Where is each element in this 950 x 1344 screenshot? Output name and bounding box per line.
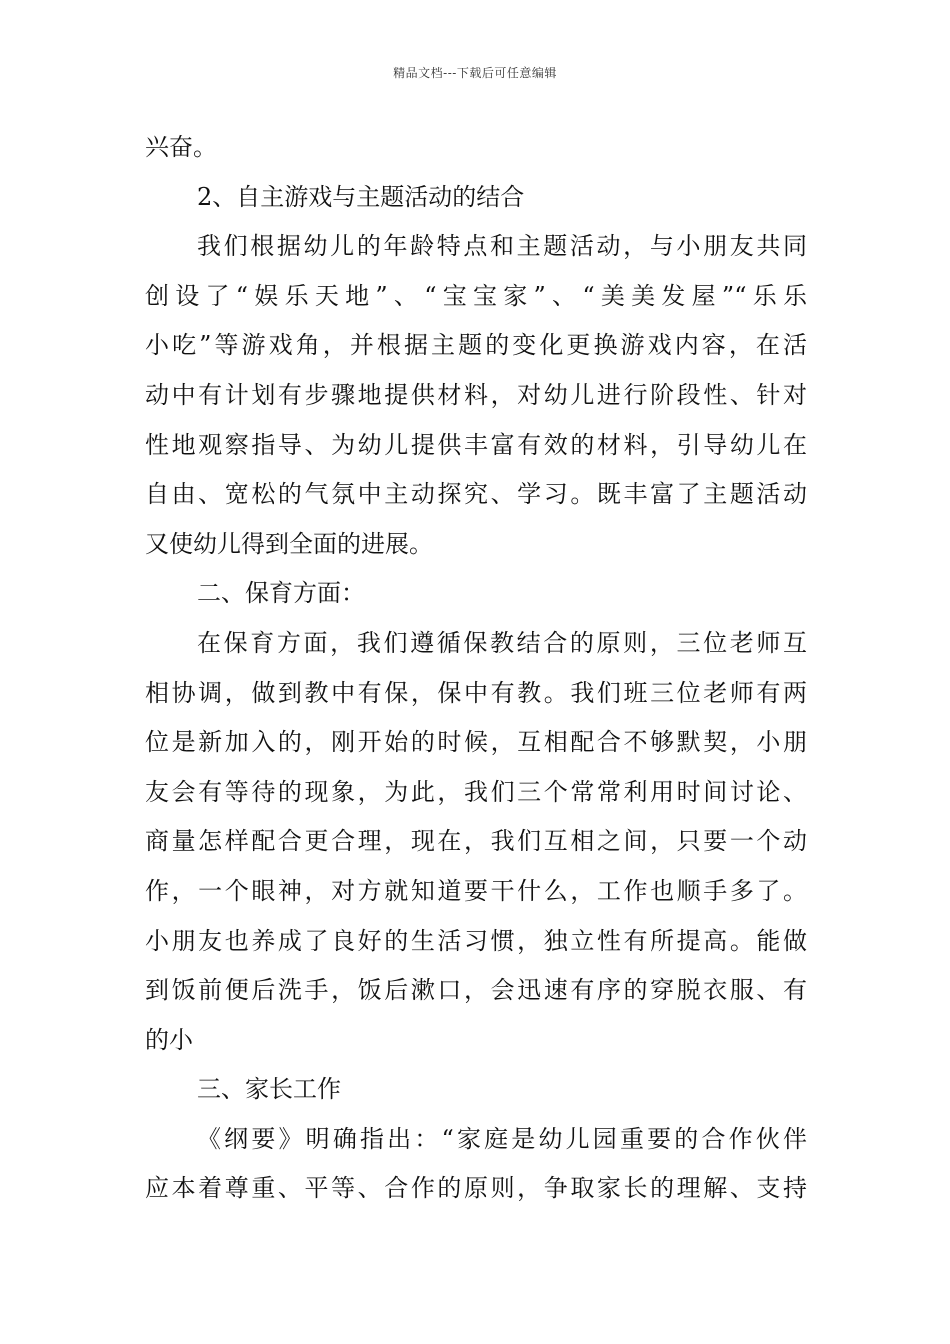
text-line: 应本着尊重、平等、合作的原则，争取家长的理解、支持 [145, 1174, 807, 1203]
text-line: 自由、宽松的气氛中主动探究、学习。既丰富了主题活动 [145, 480, 807, 509]
text-line: 商量怎样配合更合理，现在，我们互相之间，只要一个动 [145, 827, 807, 856]
section-heading: 二、保育方面： [197, 579, 365, 608]
section-heading: 2、自主游戏与主题活动的结合 [197, 182, 525, 211]
text-line: 的小 [145, 1025, 193, 1054]
text-line: 小吃”等游戏角，并根据主题的变化更换游戏内容，在活 [145, 331, 807, 360]
text-line: 兴奋。 [145, 133, 217, 161]
text-line: 作，一个眼神，对方就知道要干什么，工作也顺手多了。 [145, 876, 807, 905]
page-header: 精品文档---下载后可任意编辑 [393, 66, 557, 80]
section-heading: 三、家长工作 [197, 1075, 341, 1104]
text-line: 《纲要》明确指出：“家庭是幼儿园重要的合作伙伴 [197, 1124, 807, 1153]
text-line: 我们根据幼儿的年龄特点和主题活动，与小朋友共同 [197, 232, 807, 261]
document-body [145, 123, 807, 1214]
text-line: 小朋友也养成了良好的生活习惯，独立性有所提高。能做 [145, 926, 807, 955]
text-line: 又使幼儿得到全面的进展。 [145, 529, 433, 558]
text-line: 创设了“娱乐天地”、“宝宝家”、“美美发屋”“乐乐 [145, 281, 807, 310]
text-line: 友会有等待的现象，为此，我们三个常常利用时间讨论、 [145, 777, 807, 806]
text-line: 性地观察指导、为幼儿提供丰富有效的材料，引导幼儿在 [145, 430, 807, 459]
text-line: 位是新加入的，刚开始的时候，互相配合不够默契，小朋 [145, 728, 807, 757]
text-line: 动中有计划有步骤地提供材料，对幼儿进行阶段性、针对 [145, 380, 807, 409]
text-line: 在保育方面，我们遵循保教结合的原则，三位老师互 [197, 628, 807, 657]
text-line: 到饭前便后洗手，饭后漱口，会迅速有序的穿脱衣服、有 [145, 976, 807, 1005]
text-line: 相协调，做到教中有保，保中有教。我们班三位老师有两 [145, 678, 807, 707]
